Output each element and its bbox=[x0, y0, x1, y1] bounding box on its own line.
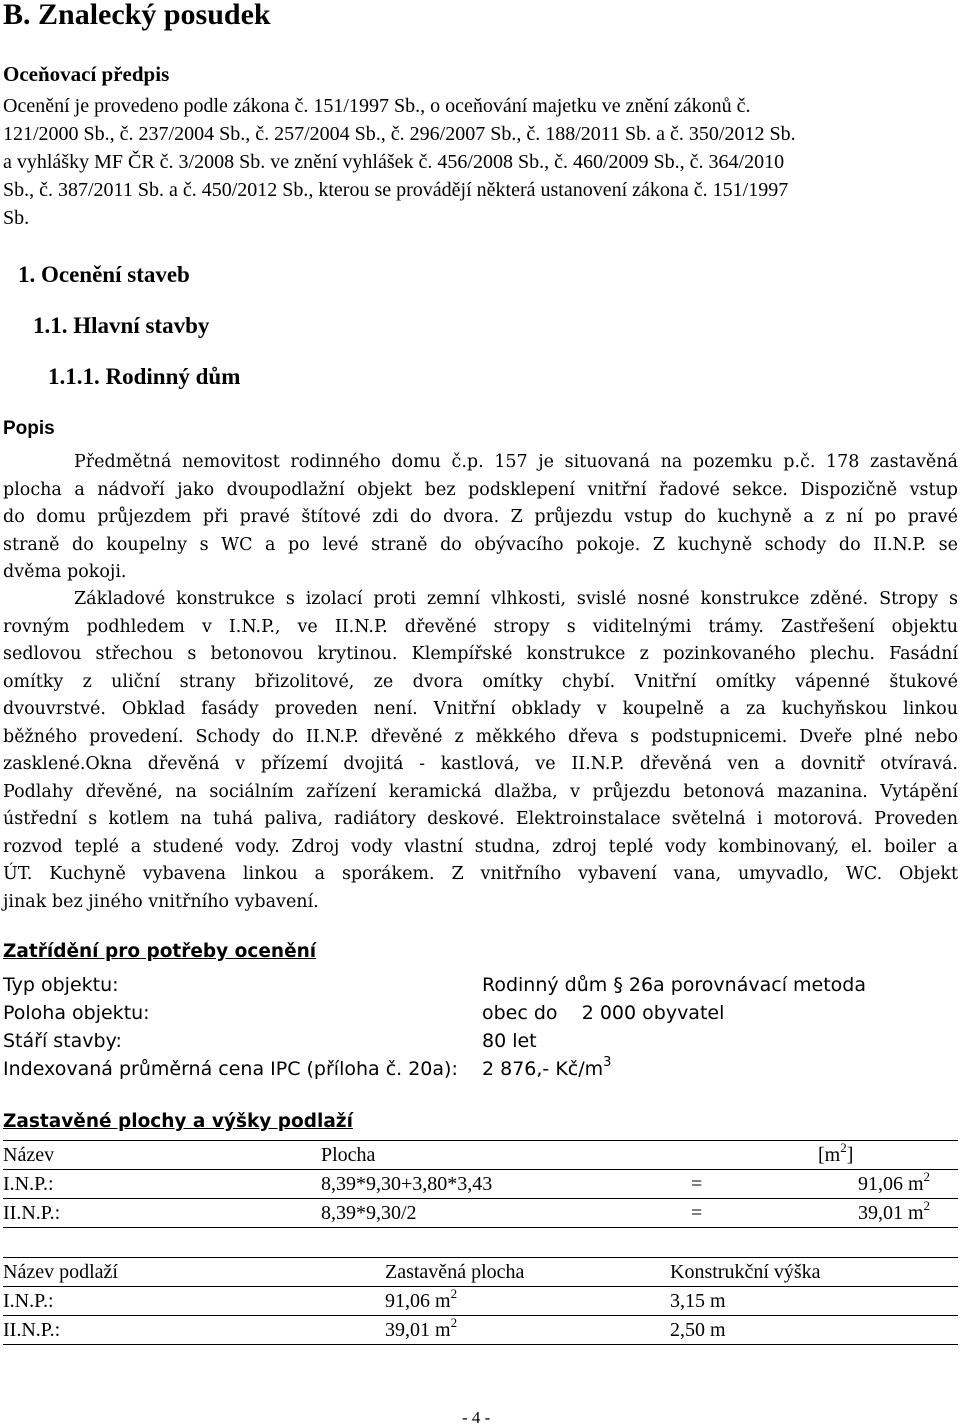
table-row bbox=[3, 1287, 958, 1316]
classification-value-typ: Rodinný dům § 26a porovnávací metoda bbox=[482, 974, 866, 996]
section-heading-ocenen-staveb: 1. Ocenění staveb bbox=[18, 262, 190, 287]
construction-line: zasklené.Okna dřevěná v přízemí dvojitá - kastlová, ve II.N.P. dřevěná ven a dovnitř otvíravá. bbox=[3, 754, 958, 774]
floors-row-area: 91,06 $m^2$ bbox=[385, 1287, 670, 1316]
description-line: straně do koupelny s WC a po levé straně do obývacího pokoje. Z kuchyně schody do II.N.P. se bbox=[3, 534, 958, 555]
areas-row-formula: 8,39*9,30/2 bbox=[321, 1199, 691, 1228]
classification-label-poloha: Poloha objektu: bbox=[3, 1002, 150, 1024]
floors-row-height: 2,50 m bbox=[670, 1316, 958, 1345]
floors-row-area: 39,01 $m^2$ bbox=[385, 1316, 670, 1345]
areas-row-equals: = bbox=[691, 1199, 818, 1228]
areas-heading: Zastavěné plochy a výšky podlaží bbox=[3, 1111, 353, 1132]
construction-paragraph bbox=[3, 586, 958, 916]
classification-label-ipc: Indexovaná průměrná cena IPC (příloha č. 20a): bbox=[3, 1058, 458, 1080]
areas-row-name: I.N.P.: bbox=[3, 1170, 321, 1199]
valuation-rule-line: Ocenění je provedeno podle zákona č. 151/1997 Sb., o oceňování majetku ve znění zákonů č. bbox=[3, 95, 751, 117]
floors-row-name: II.N.P.: bbox=[3, 1316, 385, 1345]
page-number: - 4 - bbox=[462, 1408, 491, 1427]
areas-row-equals: = bbox=[691, 1170, 818, 1199]
page-title: B. Znalecký posudek bbox=[3, 0, 271, 31]
construction-line: jinak bez jiného vnitřního vybavení. bbox=[3, 891, 319, 912]
floors-table-header bbox=[3, 1258, 958, 1287]
areas-header-area: Plocha bbox=[321, 1141, 691, 1170]
description-line: Předmětná nemovitost rodinného domu č.p. 157 je situovaná na pozemku p.č. 178 zastavěná bbox=[74, 452, 958, 472]
areas-row-name: II.N.P.: bbox=[3, 1199, 321, 1228]
construction-line: rovným podhledem v I.N.P., ve II.N.P. dřevěné stropy s viditelnými trámy. Zastřešení objektu bbox=[3, 616, 958, 637]
floors-header-name: Název podlaží bbox=[3, 1258, 385, 1287]
floors-header-area: Zastavěná plocha bbox=[385, 1258, 670, 1287]
classification-heading: Zatřídění pro potřeby ocenění bbox=[3, 941, 317, 962]
floors-row-name: I.N.P.: bbox=[3, 1287, 385, 1316]
construction-line: ÚT. Kuchyně vybavena linkou a sporákem. Z vnitřního vybavení vana, umyvadlo, WC. Objekt bbox=[3, 864, 958, 884]
classification-label-typ: Typ objektu: bbox=[3, 974, 119, 996]
areas-row-formula: 8,39*9,30+3,80*3,43 bbox=[321, 1170, 691, 1199]
section-heading-hlavni-stavby: 1.1. Hlavní stavby bbox=[33, 313, 210, 338]
classification-value-stari: 80 let bbox=[482, 1030, 537, 1052]
areas-table bbox=[3, 1140, 958, 1228]
description-line: plocha a nádvoří jako dvoupodlažní objekt bez podsklepení vnitřní řadové sekce. Dispozičně vstup bbox=[3, 479, 958, 500]
ipc-value-text: 2 876,- Kč/m bbox=[482, 1058, 604, 1080]
classification-value-poloha: obec do 2 000 obyvatel bbox=[482, 1002, 725, 1024]
construction-line: dvouvrstvé. Obklad fasády proveden není. Vnitřní obklady v koupelně a za kuchyňskou linkou bbox=[3, 699, 958, 719]
section-heading-rodinny-dum: 1.1.1. Rodinný dům bbox=[48, 364, 241, 389]
areas-row-value: 91,06 $m^2$ bbox=[818, 1170, 958, 1199]
valuation-rule-line: a vyhlášky MF ČR č. 3/2008 Sb. ve znění vyhlášek č. 456/2008 Sb., č. 460/2009 Sb., č. 364/2010 bbox=[3, 151, 785, 173]
areas-table-header bbox=[3, 1141, 958, 1170]
description-line: do domu průjezdem při pravé štítové zdi do dvora. Z průjezdu vstup do kuchyně a z ní po pravé bbox=[3, 507, 958, 527]
popis-label: Popis bbox=[3, 418, 55, 439]
table-row bbox=[3, 1199, 958, 1228]
valuation-rule-line: Sb., č. 387/2011 Sb. a č. 450/2012 Sb., kterou se provádějí některá ustanovení zákona č. 151/1997 bbox=[3, 179, 789, 201]
ipc-value-superscript: 3 bbox=[603, 1055, 612, 1070]
floors-table bbox=[3, 1257, 958, 1345]
construction-line: Podlahy dřevěné, na sociálním zařízení keramická dlažba, v průjezdu betonová mazanina. Vytápění bbox=[3, 781, 958, 802]
valuation-rule-heading: Oceňovací předpis bbox=[3, 62, 170, 86]
classification-value-ipc bbox=[482, 1055, 612, 1080]
table-row bbox=[3, 1170, 958, 1199]
construction-line: běžného provedení. Schody do II.N.P. dřevěné z měkkého dřeva s podstupnicemi. Dveře plné nebo bbox=[3, 726, 958, 747]
valuation-rule-line: 121/2000 Sb., č. 237/2004 Sb., č. 257/2004 Sb., č. 296/2007 Sb., č. 188/2011 Sb. a č. 350/2012 Sb. bbox=[3, 123, 796, 145]
construction-line: sedlovou střechou s betonovou krytinou. Klempířské konstrukce z pozinkovaného plechu. Fasádní bbox=[3, 644, 958, 664]
construction-line: Základové konstrukce s izolací proti zemní vlhkosti, svislé nosné konstrukce zděné. Stropy s bbox=[74, 589, 958, 609]
floors-row-height: 3,15 m bbox=[670, 1287, 958, 1316]
areas-header-unit: $[m^2]$ bbox=[818, 1141, 958, 1170]
construction-line: ústřední s kotlem na tuhá paliva, radiátory deskové. Elektroinstalace světelná i motorová. Proveden bbox=[3, 809, 958, 829]
areas-row-value: 39,01 $m^2$ bbox=[818, 1199, 958, 1228]
table-row bbox=[3, 1316, 958, 1345]
valuation-rule-line: Sb. bbox=[3, 207, 30, 229]
areas-header-name: Název bbox=[3, 1141, 321, 1170]
description-line: dvěma pokoji. bbox=[3, 562, 127, 582]
floors-header-height: Konstrukční výška bbox=[670, 1258, 958, 1287]
description-paragraph bbox=[3, 449, 958, 587]
construction-line: rozvod teplé a studené vody. Zdroj vody vlastní studna, zdroj teplé vody kombinovaný, el. boiler a bbox=[3, 836, 958, 857]
construction-line: omítky z uliční strany břizolitové, ze dvora omítky chybí. Vnitřní omítky vápenné štukové bbox=[3, 671, 958, 692]
classification-label-stari: Stáří stavby: bbox=[3, 1030, 122, 1052]
